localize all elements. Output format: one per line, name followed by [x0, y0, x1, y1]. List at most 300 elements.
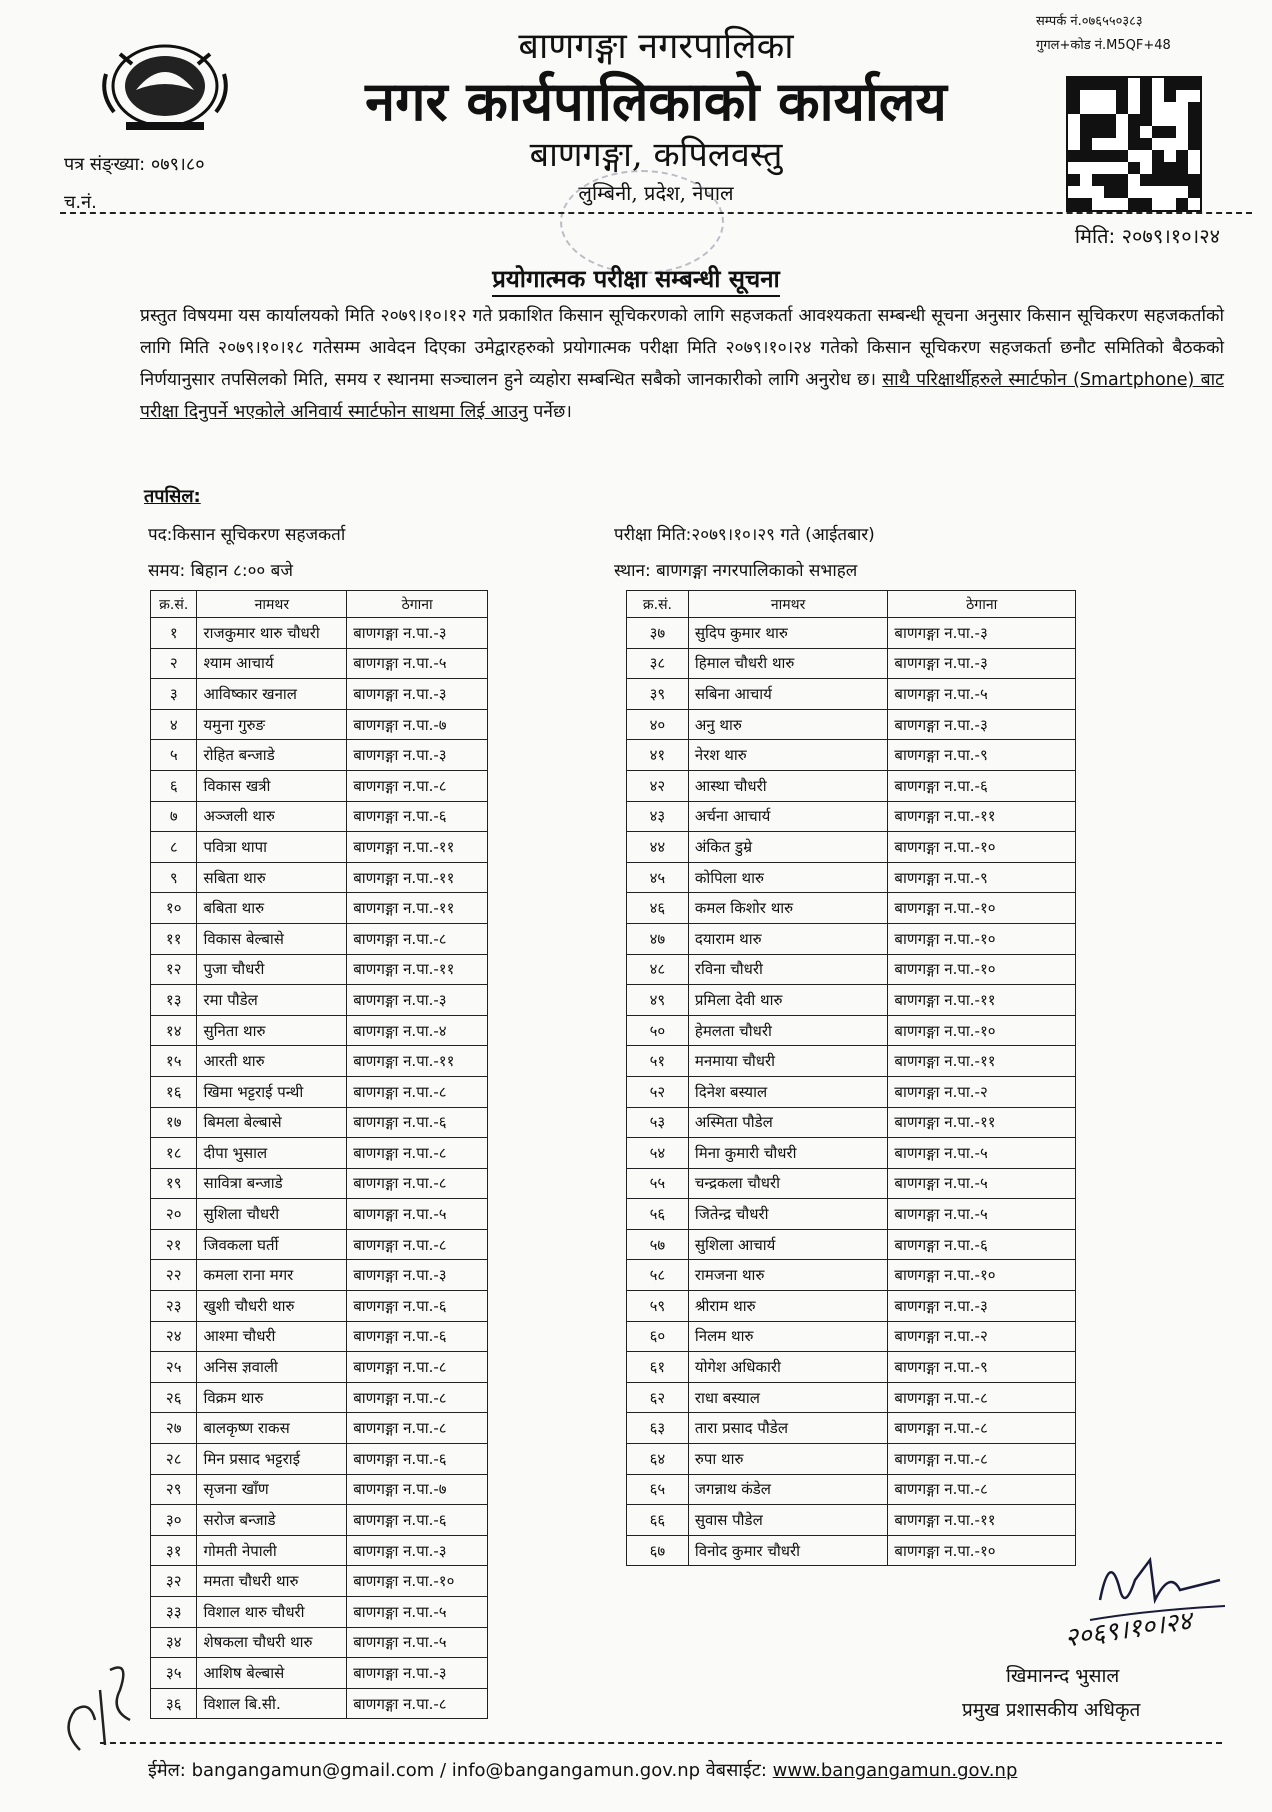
- table-row: [627, 1474, 1076, 1505]
- header-name: नामथर: [688, 591, 888, 618]
- row-name: सुवास पौडेल: [688, 1505, 888, 1536]
- signature-date: २०६९।१०।२४: [1062, 1606, 1194, 1654]
- row-name: यमुना गुरुङ: [197, 709, 347, 740]
- row-address: बाणगङ्गा न.पा.-१०: [347, 1566, 488, 1597]
- row-address: बाणगङ्गा न.पा.-३: [347, 1260, 488, 1291]
- row-serial: ६४: [627, 1444, 689, 1475]
- table-row: [151, 1688, 488, 1719]
- table-row: [151, 1229, 488, 1260]
- row-serial: ५८: [627, 1260, 689, 1291]
- table-row: [627, 985, 1076, 1016]
- row-name: कमल किशोर थारु: [688, 893, 888, 924]
- row-serial: १५: [151, 1046, 197, 1077]
- table-row: [627, 893, 1076, 924]
- row-serial: ८: [151, 832, 197, 863]
- row-address: बाणगङ्गा न.पा.-५: [347, 1597, 488, 1628]
- table-row: [151, 985, 488, 1016]
- row-name: विक्रम थारु: [197, 1382, 347, 1413]
- row-name: आशिष बेल्बासे: [197, 1658, 347, 1689]
- row-address: बाणगङ्गा न.पा.-६: [347, 801, 488, 832]
- row-address: बाणगङ्गा न.पा.-५: [888, 1199, 1076, 1230]
- row-serial: ३१: [151, 1535, 197, 1566]
- table-row: [627, 709, 1076, 740]
- office-stamp: [560, 170, 724, 274]
- row-serial: ३६: [151, 1688, 197, 1719]
- row-name: गोमती नेपाली: [197, 1535, 347, 1566]
- row-serial: २३: [151, 1291, 197, 1322]
- table-row: [627, 1382, 1076, 1413]
- row-name: अनिस ज्ञवाली: [197, 1352, 347, 1383]
- row-serial: ३७: [627, 618, 689, 649]
- row-address: बाणगङ्गा न.पा.-५: [888, 1168, 1076, 1199]
- row-serial: ४८: [627, 954, 689, 985]
- table-row: [151, 1413, 488, 1444]
- row-serial: ४०: [627, 709, 689, 740]
- row-address: बाणगङ्गा न.पा.-१०: [888, 1015, 1076, 1046]
- row-address: बाणगङ्गा न.पा.-११: [888, 1505, 1076, 1536]
- row-address: बाणगङ्गा न.पा.-११: [888, 801, 1076, 832]
- row-name: जगन्नाथ कंडेल: [688, 1474, 888, 1505]
- row-serial: ४३: [627, 801, 689, 832]
- row-address: बाणगङ्गा न.पा.-८: [888, 1413, 1076, 1444]
- table-row: [627, 1199, 1076, 1230]
- row-serial: ५०: [627, 1015, 689, 1046]
- row-address: बाणगङ्गा न.पा.-३: [347, 618, 488, 649]
- row-name: पुजा चौधरी: [197, 954, 347, 985]
- row-serial: २५: [151, 1352, 197, 1383]
- row-serial: २१: [151, 1229, 197, 1260]
- row-serial: ६१: [627, 1352, 689, 1383]
- exam-date: परीक्षा मिति:२०७९।१०।२९ गते (आईतबार): [614, 525, 875, 545]
- table-row: [151, 1168, 488, 1199]
- row-serial: ५६: [627, 1199, 689, 1230]
- row-address: बाणगङ्गा न.पा.-८: [347, 1413, 488, 1444]
- google-plus-code: गुगल+कोड नं.M5QF+48: [1036, 38, 1171, 53]
- letter-number: पत्र संङ्ख्या: ०७९।८०: [64, 154, 205, 175]
- table-row: [151, 1382, 488, 1413]
- row-name: बिमला बेल्बासे: [197, 1107, 347, 1138]
- row-serial: ४५: [627, 862, 689, 893]
- row-serial: ५७: [627, 1229, 689, 1260]
- table-row: [627, 862, 1076, 893]
- table-row: [151, 1107, 488, 1138]
- table-row: [627, 1168, 1076, 1199]
- row-address: बाणगङ्गा न.पा.-३: [347, 985, 488, 1016]
- row-name: बबिता थारु: [197, 893, 347, 924]
- table-row: [627, 1535, 1076, 1566]
- row-name: चन्द्रकला चौधरी: [688, 1168, 888, 1199]
- table-row: [151, 1597, 488, 1628]
- row-name: हेमलता चौधरी: [688, 1015, 888, 1046]
- row-name: दिनेश बस्याल: [688, 1076, 888, 1107]
- table-row: [151, 801, 488, 832]
- row-address: बाणगङ्गा न.पा.-६: [347, 1444, 488, 1475]
- table-row: [627, 1229, 1076, 1260]
- row-name: अर्चना आचार्य: [688, 801, 888, 832]
- contact-number: सम्पर्क नं.०७६५५०३८३: [1036, 14, 1143, 29]
- table-row: [151, 1566, 488, 1597]
- row-address: बाणगङ्गा न.पा.-३: [347, 1658, 488, 1689]
- row-serial: ४४: [627, 832, 689, 863]
- officer-name: खिमानन्द भुसाल: [1006, 1665, 1120, 1687]
- table-row: [151, 1352, 488, 1383]
- row-address: बाणगङ्गा न.पा.-८: [347, 1229, 488, 1260]
- row-name: योगेश अधिकारी: [688, 1352, 888, 1383]
- row-name: पवित्रा थापा: [197, 832, 347, 863]
- row-serial: १९: [151, 1168, 197, 1199]
- table-row: [151, 770, 488, 801]
- row-name: आरती थारु: [197, 1046, 347, 1077]
- row-address: बाणगङ्गा न.पा.-८: [347, 1688, 488, 1719]
- schedule-heading: तपसिल:: [144, 486, 201, 507]
- table-row: [151, 1505, 488, 1536]
- row-serial: ५३: [627, 1107, 689, 1138]
- row-serial: १०: [151, 893, 197, 924]
- dispatch-number: च.नं.: [64, 192, 97, 213]
- body-tail: पर्नेछ।: [533, 402, 572, 422]
- row-address: बाणगङ्गा न.पा.-११: [347, 832, 488, 863]
- row-serial: ६२: [627, 1382, 689, 1413]
- row-address: बाणगङ्गा न.पा.-८: [888, 1444, 1076, 1475]
- table-row: [151, 1535, 488, 1566]
- row-name: सबिना आचार्य: [688, 679, 888, 710]
- municipality-name: बाणगङ्गा नगरपालिका: [518, 26, 794, 67]
- row-address: बाणगङ्गा न.पा.-११: [347, 954, 488, 985]
- row-name: ममता चौधरी थारु: [197, 1566, 347, 1597]
- row-name: राधा बस्याल: [688, 1382, 888, 1413]
- table-row: [627, 770, 1076, 801]
- row-name: सुदिप कुमार थारु: [688, 618, 888, 649]
- row-name: विकास बेल्बासे: [197, 923, 347, 954]
- row-name: सुनिता थारु: [197, 1015, 347, 1046]
- row-name: सावित्रा बन्जाडे: [197, 1168, 347, 1199]
- table-row: [627, 923, 1076, 954]
- table-row: [627, 1107, 1076, 1138]
- row-serial: २: [151, 648, 197, 679]
- row-name: जिवकला घर्ती: [197, 1229, 347, 1260]
- table-row: [151, 1321, 488, 1352]
- row-serial: २६: [151, 1382, 197, 1413]
- row-name: दयाराम थारु: [688, 923, 888, 954]
- row-name: जितेन्द्र चौधरी: [688, 1199, 888, 1230]
- footer-website-link[interactable]: www.bangangamun.gov.np: [772, 1760, 1018, 1781]
- row-name: सुशिला आचार्य: [688, 1229, 888, 1260]
- row-address: बाणगङ्गा न.पा.-१०: [888, 954, 1076, 985]
- row-serial: १२: [151, 954, 197, 985]
- table-row: [151, 1444, 488, 1475]
- row-name: मनमाया चौधरी: [688, 1046, 888, 1077]
- row-name: विकास खत्री: [197, 770, 347, 801]
- table-row: [151, 893, 488, 924]
- row-address: बाणगङ्गा न.पा.-६: [347, 1107, 488, 1138]
- header-address: ठेगाना: [888, 591, 1076, 618]
- row-name: कमला राना मगर: [197, 1260, 347, 1291]
- row-serial: १: [151, 618, 197, 649]
- row-address: बाणगङ्गा न.पा.-८: [347, 1382, 488, 1413]
- row-name: प्रमिला देवी थारु: [688, 985, 888, 1016]
- row-name: विशाल थारु चौधरी: [197, 1597, 347, 1628]
- row-serial: ४१: [627, 740, 689, 771]
- row-serial: ७: [151, 801, 197, 832]
- province-name: लुम्बिनी, प्रदेश, नेपाल: [578, 181, 734, 205]
- issue-date: मिति: २०७९।१०।२४: [1074, 224, 1220, 248]
- row-serial: ६: [151, 770, 197, 801]
- row-address: बाणगङ्गा न.पा.-५: [347, 648, 488, 679]
- row-name: रुपा थारु: [688, 1444, 888, 1475]
- row-address: बाणगङ्गा न.पा.-६: [347, 1291, 488, 1322]
- exam-time: समय: बिहान ८:०० बजे: [148, 561, 294, 581]
- table-row: [627, 648, 1076, 679]
- row-address: बाणगङ्गा न.पा.-१०: [888, 1535, 1076, 1566]
- row-name: हिमाल चौधरी थारु: [688, 648, 888, 679]
- row-address: बाणगङ्गा न.पा.-२: [888, 1321, 1076, 1352]
- row-address: बाणगङ्गा न.पा.-५: [347, 1627, 488, 1658]
- row-address: बाणगङ्गा न.पा.-९: [888, 862, 1076, 893]
- row-address: बाणगङ्गा न.पा.-३: [347, 679, 488, 710]
- table-row: [627, 801, 1076, 832]
- row-address: बाणगङ्गा न.पा.-३: [347, 740, 488, 771]
- table-row: [151, 648, 488, 679]
- table-row: [627, 1291, 1076, 1322]
- row-name: अञ्जली थारु: [197, 801, 347, 832]
- row-address: बाणगङ्गा न.पा.-१०: [888, 1260, 1076, 1291]
- row-serial: ५५: [627, 1168, 689, 1199]
- row-serial: ३५: [151, 1658, 197, 1689]
- table-row: [627, 1321, 1076, 1352]
- row-serial: ६६: [627, 1505, 689, 1536]
- officer-title: प्रमुख प्रशासकीय अधिकृत: [962, 1699, 1141, 1721]
- row-name: दीपा भुसाल: [197, 1138, 347, 1169]
- row-serial: ३८: [627, 648, 689, 679]
- row-address: बाणगङ्गा न.पा.-११: [347, 862, 488, 893]
- table-row: [151, 923, 488, 954]
- row-serial: ४२: [627, 770, 689, 801]
- table-row: [627, 1413, 1076, 1444]
- office-location: बाणगङ्गा, कपिलवस्तु: [529, 135, 783, 175]
- row-address: बाणगङ्गा न.पा.-८: [347, 1168, 488, 1199]
- row-name: खुशी चौधरी थारु: [197, 1291, 347, 1322]
- table-row: [151, 1627, 488, 1658]
- row-address: बाणगङ्गा न.पा.-८: [888, 1474, 1076, 1505]
- table-row: [151, 832, 488, 863]
- notice-title: प्रयोगात्मक परीक्षा सम्बन्धी सूचना: [0, 262, 1272, 295]
- footer: [148, 1758, 1017, 1782]
- row-serial: १४: [151, 1015, 197, 1046]
- row-name: सृजना खाँण: [197, 1474, 347, 1505]
- row-address: बाणगङ्गा न.पा.-३: [888, 618, 1076, 649]
- row-address: बाणगङ्गा न.पा.-५: [888, 679, 1076, 710]
- row-name: बालकृष्ण राकस: [197, 1413, 347, 1444]
- row-name: रमा पौडेल: [197, 985, 347, 1016]
- table-row: [627, 740, 1076, 771]
- table-row: [627, 1352, 1076, 1383]
- row-name: आश्मा चौधरी: [197, 1321, 347, 1352]
- row-serial: २०: [151, 1199, 197, 1230]
- row-serial: १६: [151, 1076, 197, 1107]
- table-row: [627, 1076, 1076, 1107]
- row-serial: १८: [151, 1138, 197, 1169]
- row-name: सुशिला चौधरी: [197, 1199, 347, 1230]
- row-serial: ३: [151, 679, 197, 710]
- row-name: खिमा भट्टराई पन्थी: [197, 1076, 347, 1107]
- notice-body: [140, 300, 1224, 428]
- row-address: बाणगङ्गा न.पा.-११: [347, 1046, 488, 1077]
- table-row: [627, 1505, 1076, 1536]
- table-row: [151, 1658, 488, 1689]
- table-row: [151, 1076, 488, 1107]
- row-name: मिना कुमारी चौधरी: [688, 1138, 888, 1169]
- row-name: श्रीराम थारु: [688, 1291, 888, 1322]
- table-row: [151, 679, 488, 710]
- header-address: ठेगाना: [347, 591, 488, 618]
- row-serial: १३: [151, 985, 197, 1016]
- body-text: प्रस्तुत विषयमा यस कार्यालयको मिति २०७९।१०।१२ गते प्रकाशित किसान सूचिकरणको लागि सहजकर्ता आवश्यकता सम्बन्धी सूचना अनुसार किसान सूचिकरण सहजकर्ताको लागि मिति २०७९।१०।१८ गतेसम्म आवेदन दिएका उमेद्वारहरुको प्रयोगात्मक परीक्षा मिति २०७९।१०।२४ गतेको किसान सूचिकरण सहजकर्ता छनौट समितिको बैठकको निर्णयानुसार तपसिलको मिति, समय र स्थानमा सञ्चालन हुने व्यहोरा सम्बन्धित सबैको जानकारीको लागि अनुरोध छ।: [140, 306, 1224, 390]
- row-serial: ५२: [627, 1076, 689, 1107]
- row-address: बाणगङ्गा न.पा.-९: [888, 1352, 1076, 1383]
- row-address: बाणगङ्गा न.पा.-१०: [888, 923, 1076, 954]
- row-address: बाणगङ्गा न.पा.-८: [347, 1138, 488, 1169]
- table-row: [627, 1138, 1076, 1169]
- row-name: रविना चौधरी: [688, 954, 888, 985]
- footer-email: ईमेल: bangangamun@gmail.com / info@bangangamun.gov.np: [148, 1760, 701, 1781]
- row-serial: २२: [151, 1260, 197, 1291]
- row-serial: २७: [151, 1413, 197, 1444]
- table-row: [151, 618, 488, 649]
- header-divider: [60, 212, 1252, 214]
- row-address: बाणगङ्गा न.पा.-८: [347, 923, 488, 954]
- table-row: [151, 954, 488, 985]
- table-row: [627, 954, 1076, 985]
- row-name: आस्था चौधरी: [688, 770, 888, 801]
- row-address: बाणगङ्गा न.पा.-११: [888, 1107, 1076, 1138]
- row-serial: ४६: [627, 893, 689, 924]
- table-row: [627, 679, 1076, 710]
- body-smartphone-note: साथै परिक्षार्थीहरुले स्मार्टफोन (Smartphone) बाट परीक्षा दिनुपर्ने भएकोले अनिवार्य स्मार्टफोन साथमा लिई आउनु: [140, 370, 1224, 422]
- table-row: [627, 1015, 1076, 1046]
- row-serial: ११: [151, 923, 197, 954]
- row-address: बाणगङ्गा न.पा.-४: [347, 1015, 488, 1046]
- row-address: बाणगङ्गा न.पा.-८: [347, 1352, 488, 1383]
- row-serial: २८: [151, 1444, 197, 1475]
- exam-venue: स्थान: बाणगङ्गा नगरपालिकाको सभाहल: [614, 561, 858, 581]
- office-name: नगर कार्यपालिकाको कार्यालय: [365, 69, 947, 133]
- candidate-table-right: [626, 590, 1076, 1566]
- row-name: निलम थारु: [688, 1321, 888, 1352]
- row-address: बाणगङ्गा न.पा.-७: [347, 709, 488, 740]
- row-name: अस्मिता पौडेल: [688, 1107, 888, 1138]
- row-serial: ४९: [627, 985, 689, 1016]
- row-name: राजकुमार थारु चौधरी: [197, 618, 347, 649]
- row-address: बाणगङ्गा न.पा.-८: [347, 1076, 488, 1107]
- row-name: तारा प्रसाद पौडेल: [688, 1413, 888, 1444]
- row-address: बाणगङ्गा न.पा.-६: [347, 1321, 488, 1352]
- row-serial: ३९: [627, 679, 689, 710]
- row-serial: ३३: [151, 1597, 197, 1628]
- table-row: [151, 740, 488, 771]
- row-serial: ५: [151, 740, 197, 771]
- table-row: [151, 1291, 488, 1322]
- row-address: बाणगङ्गा न.पा.-१०: [888, 832, 1076, 863]
- table-row: [151, 1260, 488, 1291]
- table-row: [151, 709, 488, 740]
- row-serial: ६३: [627, 1413, 689, 1444]
- table-row: [627, 1046, 1076, 1077]
- row-address: बाणगङ्गा न.पा.-११: [888, 985, 1076, 1016]
- table-row: [151, 1046, 488, 1077]
- header-name: नामथर: [197, 591, 347, 618]
- candidate-table-left: [150, 590, 488, 1719]
- row-address: बाणगङ्गा न.पा.-८: [888, 1382, 1076, 1413]
- row-address: बाणगङ्गा न.पा.-२: [888, 1076, 1076, 1107]
- row-serial: ५९: [627, 1291, 689, 1322]
- row-address: बाणगङ्गा न.पा.-११: [347, 893, 488, 924]
- row-address: बाणगङ्गा न.पा.-६: [888, 1229, 1076, 1260]
- table-header-row: [627, 591, 1076, 618]
- row-address: बाणगङ्गा न.पा.-५: [888, 1138, 1076, 1169]
- row-name: विशाल बि.सी.: [197, 1688, 347, 1719]
- footer-divider: [100, 1742, 1222, 1744]
- row-name: अंकित डुम्रे: [688, 832, 888, 863]
- table-row: [151, 1015, 488, 1046]
- row-serial: २९: [151, 1474, 197, 1505]
- row-serial: ५१: [627, 1046, 689, 1077]
- row-serial: १७: [151, 1107, 197, 1138]
- row-address: बाणगङ्गा न.पा.-३: [888, 709, 1076, 740]
- row-name: रोहित बन्जाडे: [197, 740, 347, 771]
- table-row: [627, 618, 1076, 649]
- row-address: बाणगङ्गा न.पा.-३: [888, 1291, 1076, 1322]
- table-header-row: [151, 591, 488, 618]
- row-name: नेरश थारु: [688, 740, 888, 771]
- table-row: [151, 1474, 488, 1505]
- table-row: [627, 1260, 1076, 1291]
- row-name: मिन प्रसाद भट्टराई: [197, 1444, 347, 1475]
- table-row: [151, 1138, 488, 1169]
- header-serial: क्र.सं.: [627, 591, 689, 618]
- footer-website-label: वेबसाईट:: [705, 1760, 767, 1781]
- row-address: बाणगङ्गा न.पा.-९: [888, 740, 1076, 771]
- header-serial: क्र.सं.: [151, 591, 197, 618]
- row-serial: ३२: [151, 1566, 197, 1597]
- row-name: शेषकला चौधरी थारु: [197, 1627, 347, 1658]
- row-name: कोपिला थारु: [688, 862, 888, 893]
- row-serial: ६७: [627, 1535, 689, 1566]
- row-name: आविष्कार खनाल: [197, 679, 347, 710]
- row-serial: ९: [151, 862, 197, 893]
- row-name: रामजना थारु: [688, 1260, 888, 1291]
- row-name: अनु थारु: [688, 709, 888, 740]
- row-serial: ४: [151, 709, 197, 740]
- row-address: बाणगङ्गा न.पा.-३: [347, 1535, 488, 1566]
- row-name: सबिता थारु: [197, 862, 347, 893]
- row-address: बाणगङ्गा न.पा.-७: [347, 1474, 488, 1505]
- row-serial: ६५: [627, 1474, 689, 1505]
- row-serial: ५४: [627, 1138, 689, 1169]
- row-name: श्याम आचार्य: [197, 648, 347, 679]
- row-serial: २४: [151, 1321, 197, 1352]
- row-serial: ३४: [151, 1627, 197, 1658]
- table-row: [627, 832, 1076, 863]
- row-address: बाणगङ्गा न.पा.-११: [888, 1046, 1076, 1077]
- row-serial: ३०: [151, 1505, 197, 1536]
- table-row: [151, 862, 488, 893]
- row-address: बाणगङ्गा न.पा.-८: [347, 770, 488, 801]
- row-address: बाणगङ्गा न.पा.-१०: [888, 893, 1076, 924]
- table-row: [627, 1444, 1076, 1475]
- row-serial: ६०: [627, 1321, 689, 1352]
- row-address: बाणगङ्गा न.पा.-६: [347, 1505, 488, 1536]
- row-address: बाणगङ्गा न.पा.-५: [347, 1199, 488, 1230]
